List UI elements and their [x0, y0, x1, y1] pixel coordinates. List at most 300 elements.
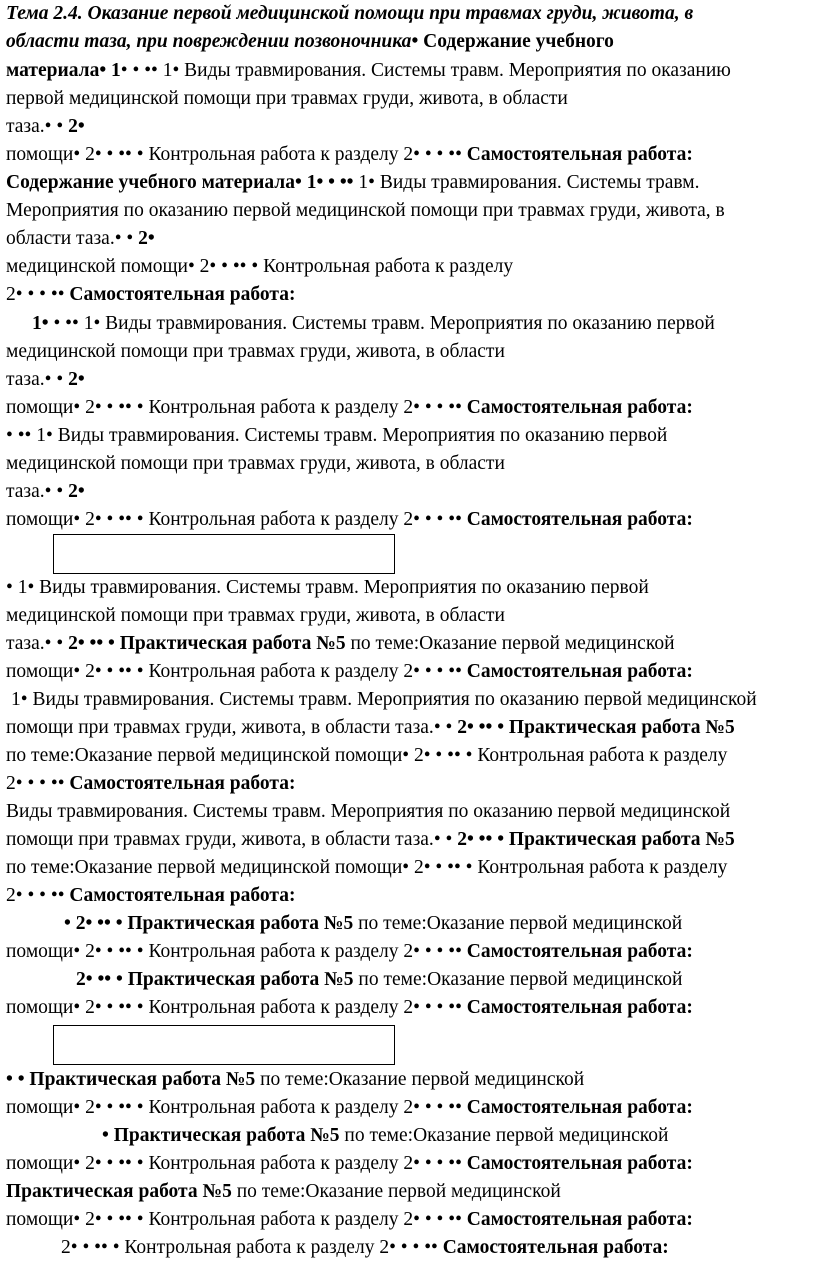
practical-label: Практическая работа №5 [508, 717, 735, 738]
bullet-icon: • [478, 717, 486, 738]
bullet-icon: • [17, 425, 25, 446]
practical-prefix: по теме: [236, 1181, 306, 1202]
doc-line [76, 966, 682, 994]
topic-text: помощи [6, 1153, 74, 1174]
bullet-icon: • [94, 397, 102, 418]
control-number: 2 [6, 284, 16, 305]
bullet-icon: • [50, 885, 58, 906]
bullet-icon: • [413, 1097, 420, 1118]
bullet-icon: • [118, 997, 126, 1018]
self-work-label: Самостоятельная работа: [69, 885, 296, 906]
bullet-icon: • [108, 633, 115, 654]
bullet-icon: • [106, 997, 114, 1018]
bullet-icon: • [455, 1097, 462, 1118]
doc-line [6, 630, 675, 658]
bullet-icon: • [413, 941, 420, 962]
bullet-icon: • [6, 425, 13, 446]
practical-topic: Оказание первой медицинской [419, 633, 675, 654]
bullet-icon: • [15, 284, 23, 305]
doc-line [6, 450, 505, 478]
item-number: 2 [68, 633, 78, 654]
bullet-icon: • [115, 969, 123, 990]
bullet-icon: • [485, 829, 493, 850]
item-number: 2 [85, 509, 95, 530]
bullet-icon: • [232, 256, 240, 277]
bullet-icon: • [125, 509, 132, 530]
bullet-icon: • [455, 1153, 462, 1174]
bullet-icon: • [172, 60, 180, 81]
control-number: 2 [403, 1153, 414, 1174]
bullet-icon: • [102, 1125, 109, 1146]
bullet-icon: • [497, 717, 505, 738]
bullet-icon: • [294, 172, 302, 193]
bullet-icon: • [413, 144, 420, 165]
topic-text: Виды травмирования. Системы травм. Мероприятия по оказанию первой [105, 313, 715, 334]
doc-line [6, 366, 85, 394]
bullet-icon: • [433, 829, 441, 850]
bullet-icon: • [436, 997, 444, 1018]
bullet-icon: • [346, 172, 354, 193]
doc-line [6, 742, 727, 770]
bullet-icon: • [112, 1237, 120, 1258]
doc-line [6, 798, 730, 826]
doc-line [6, 658, 693, 686]
bullet-icon: • [50, 284, 58, 305]
item-number: 2 [413, 857, 424, 878]
control-number: 2 [403, 1097, 414, 1118]
bullet-icon: • [436, 1209, 444, 1230]
bullet-icon: • [106, 397, 114, 418]
practical-label: Практическая работа №5 [127, 969, 354, 990]
content-label: Содержание учебного материала [6, 172, 295, 193]
bullet-icon: • [94, 509, 102, 530]
bullet-icon: • [413, 397, 420, 418]
topic-text: помощи [6, 941, 74, 962]
doc-line [6, 938, 693, 966]
bullet-icon: • [453, 857, 461, 878]
bullet-icon: • [106, 1209, 114, 1230]
doc-line [6, 0, 693, 28]
bullet-icon: • [125, 1097, 132, 1118]
item-number: 2 [68, 369, 78, 390]
bullet-icon: • [424, 1237, 432, 1258]
control-label: Контрольная работа к разделу [477, 745, 728, 766]
bullet-icon: • [115, 913, 123, 934]
bullet-icon: • [73, 1153, 81, 1174]
content-label: Содержание учебного [423, 31, 614, 52]
control-number: 2 [379, 1237, 390, 1258]
bullet-icon: • [70, 1237, 78, 1258]
bullet-icon: • [99, 60, 107, 81]
bullet-icon: • [56, 633, 64, 654]
bullet-icon: • [316, 172, 324, 193]
bullet-icon: • [448, 1153, 456, 1174]
item-number: 1 [36, 425, 46, 446]
self-work-label: Самостоятельная работа: [442, 1237, 669, 1258]
bullet-icon: • [431, 1237, 438, 1258]
bullet-icon: • [57, 773, 65, 794]
bullet-icon: • [448, 661, 456, 682]
bullet-icon: • [125, 1153, 132, 1174]
doc-line [6, 169, 700, 197]
topic-text: медицинской помощи при травмах груди, живота, в области [6, 605, 505, 626]
practical-label: Практическая работа №5 [508, 829, 735, 850]
bullet-icon: • [100, 1237, 108, 1258]
bullet-icon: • [6, 577, 13, 598]
bullet-icon: • [118, 1153, 126, 1174]
bullet-icon: • [120, 60, 128, 81]
doc-line [6, 394, 693, 422]
doc-line [6, 1150, 693, 1178]
control-number: 2 [403, 509, 414, 530]
bullet-icon: • [466, 717, 474, 738]
doc-line [6, 85, 568, 113]
bullet-icon: • [73, 144, 81, 165]
bullet-icon: • [136, 509, 144, 530]
bullet-icon: • [412, 1237, 420, 1258]
bullet-icon: • [82, 1237, 90, 1258]
topic-title: Тема 2.4. Оказание первой медицинской помощи при травмах груди, живота, в [6, 3, 694, 24]
empty-box [53, 534, 395, 574]
doc-line [6, 113, 85, 141]
bullet-icon: • [45, 425, 53, 446]
topic-text: помощи [6, 661, 74, 682]
practical-topic: Оказание первой медицинской помощи [74, 745, 403, 766]
bullet-icon: • [39, 773, 46, 794]
bullet-icon: • [455, 1209, 462, 1230]
bullet-icon: • [125, 397, 132, 418]
topic-text: таза. [6, 116, 45, 137]
practical-prefix: по теме: [344, 1125, 414, 1146]
item-number: 2 [85, 661, 95, 682]
practical-label: Практическая работа №5 [6, 1181, 232, 1202]
doc-line [6, 422, 667, 450]
practical-topic: Оказание первой медицинской [328, 1069, 585, 1090]
doc-line [6, 1094, 693, 1122]
doc-line [6, 225, 155, 253]
bullet-icon: • [400, 1237, 408, 1258]
doc-line [64, 910, 682, 938]
bullet-icon: • [435, 745, 443, 766]
bullet-icon: • [27, 577, 35, 598]
bullet-icon: • [94, 1209, 102, 1230]
doc-line [6, 994, 693, 1022]
bullet-icon: • [455, 661, 462, 682]
bullet-icon: • [71, 313, 79, 334]
doc-line [6, 854, 727, 882]
topic-text: помощи [6, 1097, 74, 1118]
doc-line [6, 1206, 693, 1234]
topic-text: помощи [6, 1209, 74, 1230]
bullet-icon: • [436, 941, 444, 962]
item-number: 2 [85, 144, 95, 165]
empty-box [53, 1025, 395, 1065]
bullet-icon: • [73, 1209, 81, 1230]
bullet-icon: • [447, 745, 454, 766]
practical-topic: Оказание первой медицинской [426, 913, 683, 934]
topic-text: помощи при травмах груди, живота, в области таза. [6, 829, 434, 850]
bullet-icon: • [132, 60, 140, 81]
bullet-icon: • [94, 1097, 102, 1118]
bullet-icon: • [94, 941, 102, 962]
bullet-icon: • [411, 31, 419, 52]
topic-text: помощи [6, 509, 74, 530]
bullet-icon: • [57, 284, 65, 305]
control-label: Контрольная работа к разделу [263, 256, 514, 277]
doc-line [6, 770, 295, 798]
bullet-icon: • [413, 661, 420, 682]
bullet-icon: • [118, 1097, 126, 1118]
bullet-icon: • [436, 144, 444, 165]
bullet-icon: • [125, 661, 132, 682]
doc-line [6, 602, 505, 630]
item-number: 2 [75, 913, 86, 934]
bullet-icon: • [77, 633, 85, 654]
bullet-icon: • [144, 60, 152, 81]
bullet-icon: • [424, 997, 432, 1018]
bullet-icon: • [126, 228, 134, 249]
control-label: Контрольная работа к разделу [124, 1237, 375, 1258]
bullet-icon: • [17, 1069, 25, 1090]
bullet-icon: • [118, 144, 126, 165]
bullet-icon: • [77, 116, 85, 137]
bullet-icon: • [465, 857, 473, 878]
bullet-icon: • [455, 509, 462, 530]
bullet-icon: • [57, 885, 65, 906]
bullet-icon: • [368, 172, 375, 193]
topic-text: помощи [6, 997, 74, 1018]
bullet-icon: • [77, 481, 85, 502]
bullet-icon: • [125, 144, 132, 165]
control-number: 2 [6, 773, 16, 794]
bullet-icon: • [448, 509, 456, 530]
practical-label: Практическая работа №5 [127, 913, 354, 934]
bullet-icon: • [151, 60, 158, 81]
control-number: 2 [403, 941, 414, 962]
bullet-icon: • [136, 997, 144, 1018]
topic-text: Виды травмирования. Системы травм. Мероприятия по оказанию первой [39, 577, 649, 598]
control-label: Контрольная работа к разделу [148, 1097, 399, 1118]
bullet-icon: • [106, 144, 114, 165]
bullet-icon: • [56, 116, 64, 137]
bullet-icon: • [424, 1209, 432, 1230]
bullet-icon: • [433, 717, 441, 738]
bullet-icon: • [64, 913, 71, 934]
bullet-icon: • [136, 941, 144, 962]
doc-line [102, 1122, 668, 1150]
topic-text: таза. [6, 633, 45, 654]
bullet-icon: • [187, 256, 195, 277]
item-number: 2 [61, 1237, 71, 1258]
topic-text: Виды травмирования. Системы травм. Мероприятия по оказанию первой медицинской [6, 801, 731, 822]
practical-prefix: по теме: [6, 745, 75, 766]
self-work-label: Самостоятельная работа: [466, 1209, 693, 1230]
bullet-icon: • [85, 969, 93, 990]
item-number: 2 [85, 397, 95, 418]
item-number: 1 [111, 60, 121, 81]
bullet-icon: • [44, 369, 52, 390]
bullet-icon: • [455, 397, 462, 418]
self-work-label: Самостоятельная работа: [466, 997, 693, 1018]
bullet-icon: • [455, 941, 462, 962]
bullet-icon: • [56, 369, 64, 390]
bullet-icon: • [50, 773, 58, 794]
bullet-icon: • [73, 661, 81, 682]
bullet-icon: • [448, 1097, 456, 1118]
bullet-icon: • [94, 1237, 101, 1258]
topic-text: медицинской помощи при травмах груди, живота, в области [6, 453, 505, 474]
doc-line [6, 1066, 584, 1094]
bullet-icon: • [413, 509, 420, 530]
self-work-label: Самостоятельная работа: [466, 509, 693, 530]
topic-text: медицинской помощи [6, 256, 188, 277]
practical-topic: Оказание первой медицинской помощи [74, 857, 403, 878]
item-number: 2 [413, 745, 424, 766]
bullet-icon: • [41, 313, 49, 334]
item-number: 1 [11, 689, 21, 710]
bullet-icon: • [94, 144, 102, 165]
self-work-label: Самостоятельная работа: [69, 284, 296, 305]
bullet-icon: • [104, 969, 112, 990]
bullet-icon: • [424, 144, 432, 165]
bullet-icon: • [136, 144, 144, 165]
doc-line [6, 28, 614, 56]
bullet-icon: • [94, 997, 102, 1018]
bullet-icon: • [448, 1209, 456, 1230]
bullet-icon: • [125, 997, 132, 1018]
bullet-icon: • [39, 885, 46, 906]
doc-line [6, 506, 693, 534]
bullet-icon: • [339, 172, 347, 193]
control-label: Контрольная работа к разделу [148, 941, 399, 962]
bullet-icon: • [402, 745, 410, 766]
bullet-icon: • [65, 313, 72, 334]
control-number: 2 [403, 661, 414, 682]
item-number: 2 [85, 1153, 95, 1174]
bullet-icon: • [118, 1209, 126, 1230]
control-number: 2 [403, 997, 414, 1018]
bullet-icon: • [6, 1069, 13, 1090]
item-number: 2 [138, 228, 148, 249]
bullet-icon: • [478, 829, 486, 850]
doc-line [6, 826, 735, 854]
doc-line [6, 253, 513, 281]
bullet-icon: • [106, 509, 114, 530]
practical-topic: Оказание первой медицинской [413, 1125, 669, 1146]
self-work-label: Самостоятельная работа: [466, 397, 693, 418]
bullet-icon: • [209, 256, 217, 277]
bullet-icon: • [424, 661, 432, 682]
bullet-icon: • [435, 857, 443, 878]
bullet-icon: • [423, 857, 431, 878]
bullet-icon: • [436, 661, 444, 682]
item-number: 1 [306, 172, 317, 193]
bullet-icon: • [445, 829, 453, 850]
topic-text: таза. [6, 369, 45, 390]
practical-prefix: по теме: [358, 913, 427, 934]
bullet-icon: • [424, 1153, 432, 1174]
practical-label: Практическая работа №5 [29, 1069, 256, 1090]
practical-topic: Оказание первой медицинской [427, 969, 683, 990]
topic-text: медицинской помощи при травмах груди, живота, в области [6, 341, 505, 362]
topic-text: области таза. [6, 228, 115, 249]
bullet-icon: • [56, 481, 64, 502]
bullet-icon: • [448, 144, 456, 165]
bullet-icon: • [221, 256, 228, 277]
item-number: 2 [85, 997, 95, 1018]
bullet-icon: • [73, 1097, 81, 1118]
bullet-icon: • [89, 633, 97, 654]
bullet-icon: • [44, 481, 52, 502]
doc-line [32, 310, 715, 338]
bullet-icon: • [44, 633, 52, 654]
item-number: 1 [17, 577, 28, 598]
item-number: 1 [83, 313, 94, 334]
bullet-icon: • [106, 1153, 114, 1174]
bullet-icon: • [73, 941, 81, 962]
doc-line [6, 197, 725, 225]
control-number: 2 [403, 397, 414, 418]
self-work-label: Самостоятельная работа: [466, 1153, 693, 1174]
bullet-icon: • [103, 913, 111, 934]
self-work-label: Самостоятельная работа: [466, 661, 693, 682]
bullet-icon: • [424, 941, 432, 962]
bullet-icon: • [97, 913, 104, 934]
bullet-icon: • [448, 941, 456, 962]
bullet-icon: • [136, 1097, 144, 1118]
bullet-icon: • [389, 1237, 396, 1258]
bullet-icon: • [413, 1153, 420, 1174]
item-number: 1 [32, 313, 42, 334]
practical-prefix: по теме: [350, 633, 420, 654]
topic-text: Виды травмирования. Системы травм. Мероприятия по оказанию первой [57, 425, 668, 446]
bullet-icon: • [136, 397, 144, 418]
bullet-icon: • [118, 397, 126, 418]
bullet-icon: • [27, 773, 35, 794]
bullet-icon: • [453, 745, 461, 766]
bullet-icon: • [125, 1209, 132, 1230]
bullet-icon: • [402, 857, 410, 878]
item-number: 2 [68, 116, 78, 137]
bullet-icon: • [136, 661, 144, 682]
content-label-cont: материала [6, 60, 100, 81]
control-number: 2 [403, 144, 414, 165]
control-label: Контрольная работа к разделу [148, 397, 399, 418]
bullet-icon: • [424, 1097, 432, 1118]
topic-text: Мероприятия по оказанию первой медицинской помощи при травмах груди, живота, в [6, 200, 725, 221]
bullet-icon: • [24, 425, 32, 446]
bullet-icon: • [73, 997, 81, 1018]
doc-line [6, 1178, 561, 1206]
control-number: 2 [403, 1209, 414, 1230]
item-number: 2 [85, 1097, 95, 1118]
practical-prefix: по теме: [6, 857, 75, 878]
bullet-icon: • [436, 1097, 444, 1118]
topic-text: помощи [6, 144, 74, 165]
bullet-icon: • [77, 369, 85, 390]
item-number: 2 [85, 941, 95, 962]
doc-line [6, 281, 295, 309]
practical-topic: Оказание первой медицинской [305, 1181, 561, 1202]
bullet-icon: • [424, 509, 432, 530]
bullet-icon: • [413, 1209, 420, 1230]
practical-label: Практическая работа №5 [113, 1125, 340, 1146]
topic-text: помощи [6, 397, 74, 418]
bullet-icon: • [465, 745, 473, 766]
bullet-icon: • [413, 997, 420, 1018]
control-label: Контрольная работа к разделу [148, 661, 399, 682]
item-number: 2 [457, 829, 467, 850]
